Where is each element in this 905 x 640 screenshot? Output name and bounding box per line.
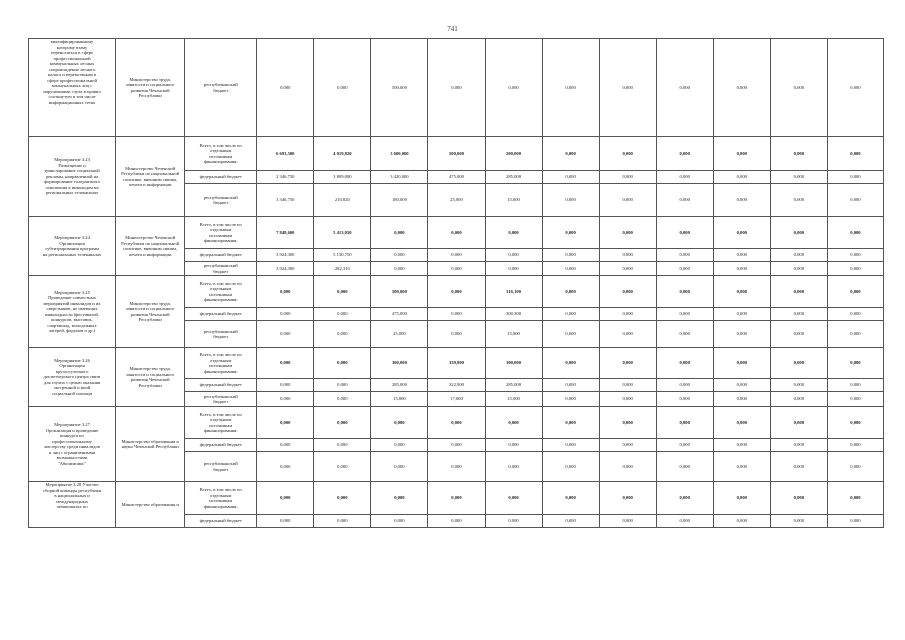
amount-cell: 6 693,500 — [257, 137, 314, 171]
table-row — [29, 276, 884, 308]
amount-cell: 0,000 — [827, 262, 883, 276]
measure-executor: Министерство образования и — [116, 482, 185, 528]
amount-cell: 0,000 — [827, 39, 883, 137]
amount-cell: 0,000 — [713, 249, 770, 262]
amount-cell: 0,000 — [656, 249, 713, 262]
amount-cell: 0,000 — [257, 515, 314, 528]
amount-cell: 285,000 — [485, 171, 542, 184]
amount-cell: 0,000 — [428, 262, 485, 276]
amount-cell: 0,000 — [371, 482, 428, 515]
amount-cell: 285,000 — [371, 379, 428, 392]
amount-cell: 0,000 — [314, 439, 371, 452]
amount-cell: 0,000 — [713, 262, 770, 276]
amount-cell: 300,000 — [485, 348, 542, 379]
amount-cell: 0,000 — [542, 137, 599, 171]
amount-cell: 0,000 — [542, 452, 599, 482]
amount-cell: 0,000 — [485, 249, 542, 262]
amount-cell: 300,300 — [485, 308, 542, 321]
amount-cell: 3 346,750 — [257, 184, 314, 217]
amount-cell: 0,000 — [656, 262, 713, 276]
amount-cell: 0,000 — [314, 39, 371, 137]
amount-cell: 0,000 — [827, 439, 883, 452]
amount-cell: 0,000 — [428, 39, 485, 137]
amount-cell: 0,000 — [827, 379, 883, 392]
funding-source: Всего, в том числе по отдельным источникам финансирования: — [185, 137, 257, 171]
amount-cell: 0,000 — [428, 249, 485, 262]
amount-cell: 0,000 — [599, 321, 656, 348]
amount-cell: 0,000 — [314, 348, 371, 379]
amount-cell: 0,000 — [314, 452, 371, 482]
amount-cell: 0,000 — [428, 515, 485, 528]
amount-cell: 0,000 — [542, 217, 599, 249]
amount-cell: 3 420,000 — [371, 171, 428, 184]
amount-cell: 0,000 — [827, 184, 883, 217]
amount-cell: 0,000 — [770, 249, 827, 262]
amount-cell: 0,000 — [713, 515, 770, 528]
funding-source: федеральный бюджет — [185, 171, 257, 184]
amount-cell: 0,000 — [656, 171, 713, 184]
amount-cell: 0,000 — [827, 321, 883, 348]
amount-cell: 0,000 — [542, 348, 599, 379]
amount-cell: 0,000 — [656, 407, 713, 439]
amount-cell: 0,000 — [257, 452, 314, 482]
funding-source: Всего, в том числе по отдельным источникам финансирования: — [185, 276, 257, 308]
amount-cell: 0,000 — [599, 184, 656, 217]
funding-source: республиканский бюджет — [185, 452, 257, 482]
amount-cell: 0,000 — [485, 407, 542, 439]
amount-cell: 0,000 — [371, 217, 428, 249]
amount-cell: 0,000 — [428, 439, 485, 452]
amount-cell: 0,000 — [827, 249, 883, 262]
amount-cell: 0,000 — [770, 407, 827, 439]
amount-cell: 475,000 — [371, 308, 428, 321]
measure-executor: Министерство труда, занятости и социального развития Чеченской Республики — [116, 39, 185, 137]
measure-executor: Министерство Чеченской Республики по национальной политике, внешним связям, печати и информации — [116, 217, 185, 276]
amount-cell: 0,000 — [599, 262, 656, 276]
amount-cell: 0,000 — [827, 452, 883, 482]
amount-cell: 0,000 — [542, 439, 599, 452]
funding-source: республиканский бюджет — [185, 321, 257, 348]
amount-cell: 0,000 — [713, 379, 770, 392]
amount-cell: 7 848,600 — [257, 217, 314, 249]
amount-cell: 0,000 — [713, 217, 770, 249]
amount-cell: 0,000 — [542, 379, 599, 392]
amount-cell: 0,000 — [827, 515, 883, 528]
amount-cell: 0,000 — [599, 482, 656, 515]
amount-cell: 0,000 — [770, 392, 827, 407]
amount-cell: 0,000 — [713, 439, 770, 452]
measure-executor: Министерство труда, занятости и социального развития Чеченской Республики — [116, 348, 185, 407]
measure-executor: Министерство образования и науки Чеченской Республики — [116, 407, 185, 482]
amount-cell: 15,000 — [485, 392, 542, 407]
amount-cell: 0,000 — [428, 217, 485, 249]
amount-cell: 0,000 — [428, 452, 485, 482]
page-number: 741 — [447, 25, 458, 33]
amount-cell: 0,000 — [713, 452, 770, 482]
amount-cell: 0,000 — [314, 321, 371, 348]
measure-executor: Министерство Чеченской Республики по национальной политике, внешним связям, печати и информации — [116, 137, 185, 217]
amount-cell: 0,000 — [770, 262, 827, 276]
amount-cell: 0,000 — [713, 348, 770, 379]
amount-cell: 0,000 — [770, 276, 827, 308]
amount-cell: 0,000 — [713, 407, 770, 439]
measure-name: Мероприятие 3.24 Организация субтитрирования программ на региональных телеканалах — [29, 217, 116, 276]
amount-cell: 0,000 — [485, 217, 542, 249]
amount-cell: 0,000 — [827, 392, 883, 407]
funding-source: федеральный бюджет — [185, 249, 257, 262]
amount-cell: 3 924,300 — [257, 249, 314, 262]
amount-cell: 0,000 — [485, 262, 542, 276]
funding-source: Всего, в том числе по отдельным источникам финансирования: — [185, 348, 257, 379]
amount-cell: 0,000 — [827, 276, 883, 308]
amount-cell: 0,000 — [599, 515, 656, 528]
amount-cell: 0,000 — [713, 137, 770, 171]
funding-source: федеральный бюджет — [185, 515, 257, 528]
amount-cell: 0,000 — [428, 276, 485, 308]
amount-cell: 0,000 — [770, 321, 827, 348]
amount-cell: 0,000 — [827, 308, 883, 321]
amount-cell: 210,820 — [314, 184, 371, 217]
amount-cell: 0,000 — [542, 407, 599, 439]
amount-cell: 0,000 — [485, 39, 542, 137]
amount-cell: 0,000 — [371, 452, 428, 482]
measure-name: Мероприятие 3.27 Организация и проведение конкурса по профессиональному мастерству среди инвалидов и лиц с ограниченными возможностями "Абилимпикс" — [29, 407, 116, 482]
amount-cell: 0,000 — [542, 392, 599, 407]
funding-source: республиканский бюджет — [185, 184, 257, 217]
amount-cell: 0,000 — [656, 276, 713, 308]
amount-cell: 2 346,750 — [257, 171, 314, 184]
amount-cell: 0,000 — [371, 515, 428, 528]
amount-cell: 200,000 — [485, 137, 542, 171]
amount-cell: 180,000 — [371, 184, 428, 217]
table-row — [29, 39, 884, 137]
amount-cell: 25,000 — [428, 184, 485, 217]
amount-cell: 0,000 — [599, 379, 656, 392]
amount-cell: 0,000 — [827, 407, 883, 439]
amount-cell: 0,000 — [599, 452, 656, 482]
amount-cell: 0,000 — [314, 392, 371, 407]
table-row — [29, 217, 884, 249]
funding-source: республиканский бюджет — [185, 262, 257, 276]
amount-cell: 0,000 — [485, 482, 542, 515]
amount-cell: 0,000 — [314, 379, 371, 392]
amount-cell: 0,000 — [371, 249, 428, 262]
amount-cell: 0,000 — [314, 308, 371, 321]
amount-cell: 0,000 — [542, 39, 599, 137]
amount-cell: 0,000 — [656, 392, 713, 407]
amount-cell: 0,000 — [656, 452, 713, 482]
amount-cell: 0,000 — [599, 171, 656, 184]
amount-cell: 0,000 — [770, 452, 827, 482]
amount-cell: 0,000 — [770, 184, 827, 217]
amount-cell: 0,000 — [257, 308, 314, 321]
amount-cell: 15,000 — [371, 392, 428, 407]
amount-cell: 0,000 — [656, 482, 713, 515]
amount-cell: 0,000 — [542, 249, 599, 262]
amount-cell: 0,000 — [656, 321, 713, 348]
amount-cell: 17,000 — [428, 392, 485, 407]
amount-cell: 0,000 — [827, 217, 883, 249]
amount-cell: 0,000 — [599, 308, 656, 321]
amount-cell: 0,000 — [656, 39, 713, 137]
amount-cell: 0,000 — [713, 482, 770, 515]
amount-cell: 0,000 — [656, 379, 713, 392]
amount-cell: 339,900 — [428, 348, 485, 379]
funding-source: федеральный бюджет — [185, 379, 257, 392]
amount-cell: 0,000 — [770, 171, 827, 184]
amount-cell: 0,000 — [599, 392, 656, 407]
amount-cell: 0,000 — [257, 379, 314, 392]
table-row — [29, 348, 884, 379]
amount-cell: 5 413,050 — [314, 217, 371, 249]
amount-cell: 0,000 — [713, 392, 770, 407]
amount-cell: 0,000 — [599, 348, 656, 379]
table-row — [29, 482, 884, 515]
amount-cell: 0,000 — [485, 515, 542, 528]
amount-cell: 0,000 — [827, 482, 883, 515]
amount-cell: 0,000 — [371, 439, 428, 452]
amount-cell: 0,000 — [599, 276, 656, 308]
funding-source: федеральный бюджет — [185, 439, 257, 452]
amount-cell: 0,000 — [713, 308, 770, 321]
amount-cell: 0,000 — [314, 276, 371, 308]
amount-cell: 0,000 — [371, 262, 428, 276]
financing-table — [28, 38, 884, 528]
amount-cell: 0,000 — [599, 439, 656, 452]
amount-cell: 3 600,000 — [371, 137, 428, 171]
amount-cell: 0,000 — [770, 217, 827, 249]
amount-cell: 0,000 — [656, 308, 713, 321]
amount-cell: 25,000 — [371, 321, 428, 348]
amount-cell: 0,000 — [599, 217, 656, 249]
amount-cell: 0,000 — [827, 137, 883, 171]
amount-cell: 0,000 — [314, 482, 371, 515]
table-row — [29, 407, 884, 439]
amount-cell: 5 130,750 — [314, 249, 371, 262]
funding-source: Всего, в том числе по отдельным источникам финансирования: — [185, 482, 257, 515]
amount-cell: 0,000 — [314, 407, 371, 439]
amount-cell: 0,000 — [371, 407, 428, 439]
amount-cell: 0,000 — [542, 184, 599, 217]
amount-cell: 15,800 — [485, 321, 542, 348]
amount-cell: 0,000 — [713, 321, 770, 348]
funding-source: Всего, в том числе по отдельным источникам финансирования: — [185, 407, 257, 439]
amount-cell: 0,000 — [770, 439, 827, 452]
funding-source: Всего, в том числе по отдельным источникам финансирования: — [185, 217, 257, 249]
amount-cell: 0,000 — [770, 348, 827, 379]
amount-cell: 0,000 — [542, 321, 599, 348]
amount-cell: 0,000 — [257, 407, 314, 439]
amount-cell: 0,000 — [713, 39, 770, 137]
amount-cell: 0,000 — [257, 392, 314, 407]
measure-name: Мероприятие 3.28 Участие сборной команды республики в национальных и международных чемпионатах по — [29, 482, 116, 528]
amount-cell: 0,000 — [599, 137, 656, 171]
amount-cell: 15,000 — [485, 184, 542, 217]
amount-cell: 0,000 — [257, 39, 314, 137]
amount-cell: 3 924,300 — [257, 262, 314, 276]
amount-cell: 0,000 — [542, 171, 599, 184]
amount-cell: 0,000 — [257, 482, 314, 515]
amount-cell: 0,000 — [314, 515, 371, 528]
measure-executor: Министерство труда, занятости и социального развития Чеченской Республики — [116, 276, 185, 348]
amount-cell: 300,000 — [371, 348, 428, 379]
amount-cell: 0,000 — [599, 249, 656, 262]
amount-cell: 0,000 — [656, 217, 713, 249]
amount-cell: 0,000 — [542, 515, 599, 528]
amount-cell: 500,000 — [428, 137, 485, 171]
measure-name: Мероприятие 3.23 Размещение и транслирование социальной рекламы, направленной на формирование толерантного отношения к инвалидам на региональных телеканалах — [29, 137, 116, 217]
amount-cell: 0,000 — [713, 276, 770, 308]
table-row — [29, 137, 884, 171]
amount-cell: 0,000 — [656, 439, 713, 452]
amount-cell: 0,000 — [713, 184, 770, 217]
amount-cell: 0,000 — [656, 137, 713, 171]
amount-cell: 475,000 — [428, 171, 485, 184]
amount-cell: 0,000 — [542, 276, 599, 308]
amount-cell: 0,000 — [656, 184, 713, 217]
amount-cell: 0,000 — [599, 407, 656, 439]
amount-cell: 0,000 — [428, 321, 485, 348]
amount-cell: 0,000 — [713, 171, 770, 184]
amount-cell: 0,000 — [770, 515, 827, 528]
funding-source: республиканский бюджет — [185, 39, 257, 137]
amount-cell: 0,000 — [542, 308, 599, 321]
amount-cell: 0,000 — [770, 308, 827, 321]
amount-cell: 0,000 — [827, 171, 883, 184]
amount-cell: 4 019,820 — [314, 137, 371, 171]
amount-cell: 316,100 — [485, 276, 542, 308]
amount-cell: 0,000 — [257, 348, 314, 379]
amount-cell: 282,310 — [314, 262, 371, 276]
funding-source: республиканский бюджет — [185, 392, 257, 407]
amount-cell: 0,000 — [428, 407, 485, 439]
amount-cell: 0,000 — [485, 452, 542, 482]
amount-cell: 322,900 — [428, 379, 485, 392]
amount-cell: 0,000 — [257, 276, 314, 308]
funding-source: федеральный бюджет — [185, 308, 257, 321]
amount-cell: 0,000 — [542, 482, 599, 515]
amount-cell: 0,000 — [542, 262, 599, 276]
measure-name: квалифицированному которому взаму переносяться в сфере профессиональной коммунальных лесных сопровождение лесного налога и перевозчикам в сфере профессиональной коммунальных лиц с нарушениями слуха в правил сооткнутую в том числе информационных сетях — [29, 39, 116, 137]
amount-cell: 0,000 — [599, 39, 656, 137]
amount-cell: 0,000 — [656, 515, 713, 528]
measure-name: Мероприятие 3.26 Организация круглосуточного диспетчерского центра связи для глухих с целью оказания экстренной и иной социальной помощи — [29, 348, 116, 407]
amount-cell: 0,000 — [770, 137, 827, 171]
amount-cell: 285,000 — [485, 379, 542, 392]
amount-cell: 0,000 — [770, 379, 827, 392]
amount-cell: 0,000 — [257, 321, 314, 348]
amount-cell: 0,000 — [656, 348, 713, 379]
amount-cell: 0,000 — [770, 482, 827, 515]
amount-cell: 500,000 — [371, 276, 428, 308]
amount-cell: 0,000 — [770, 39, 827, 137]
amount-cell: 500,000 — [371, 39, 428, 137]
amount-cell: 3 809,000 — [314, 171, 371, 184]
amount-cell: 0,000 — [428, 308, 485, 321]
measure-name: Мероприятие 3.25 Проведение совместных мероприятий инвалидов и их сверстников, не имеющих инвалидности (фестивалей, конкурсов, выставок, спартакиад, молодежных лагерей, форумов и др.) — [29, 276, 116, 348]
amount-cell: 0,000 — [257, 439, 314, 452]
amount-cell: 0,000 — [428, 482, 485, 515]
amount-cell: 0,000 — [485, 439, 542, 452]
amount-cell: 0,000 — [827, 348, 883, 379]
